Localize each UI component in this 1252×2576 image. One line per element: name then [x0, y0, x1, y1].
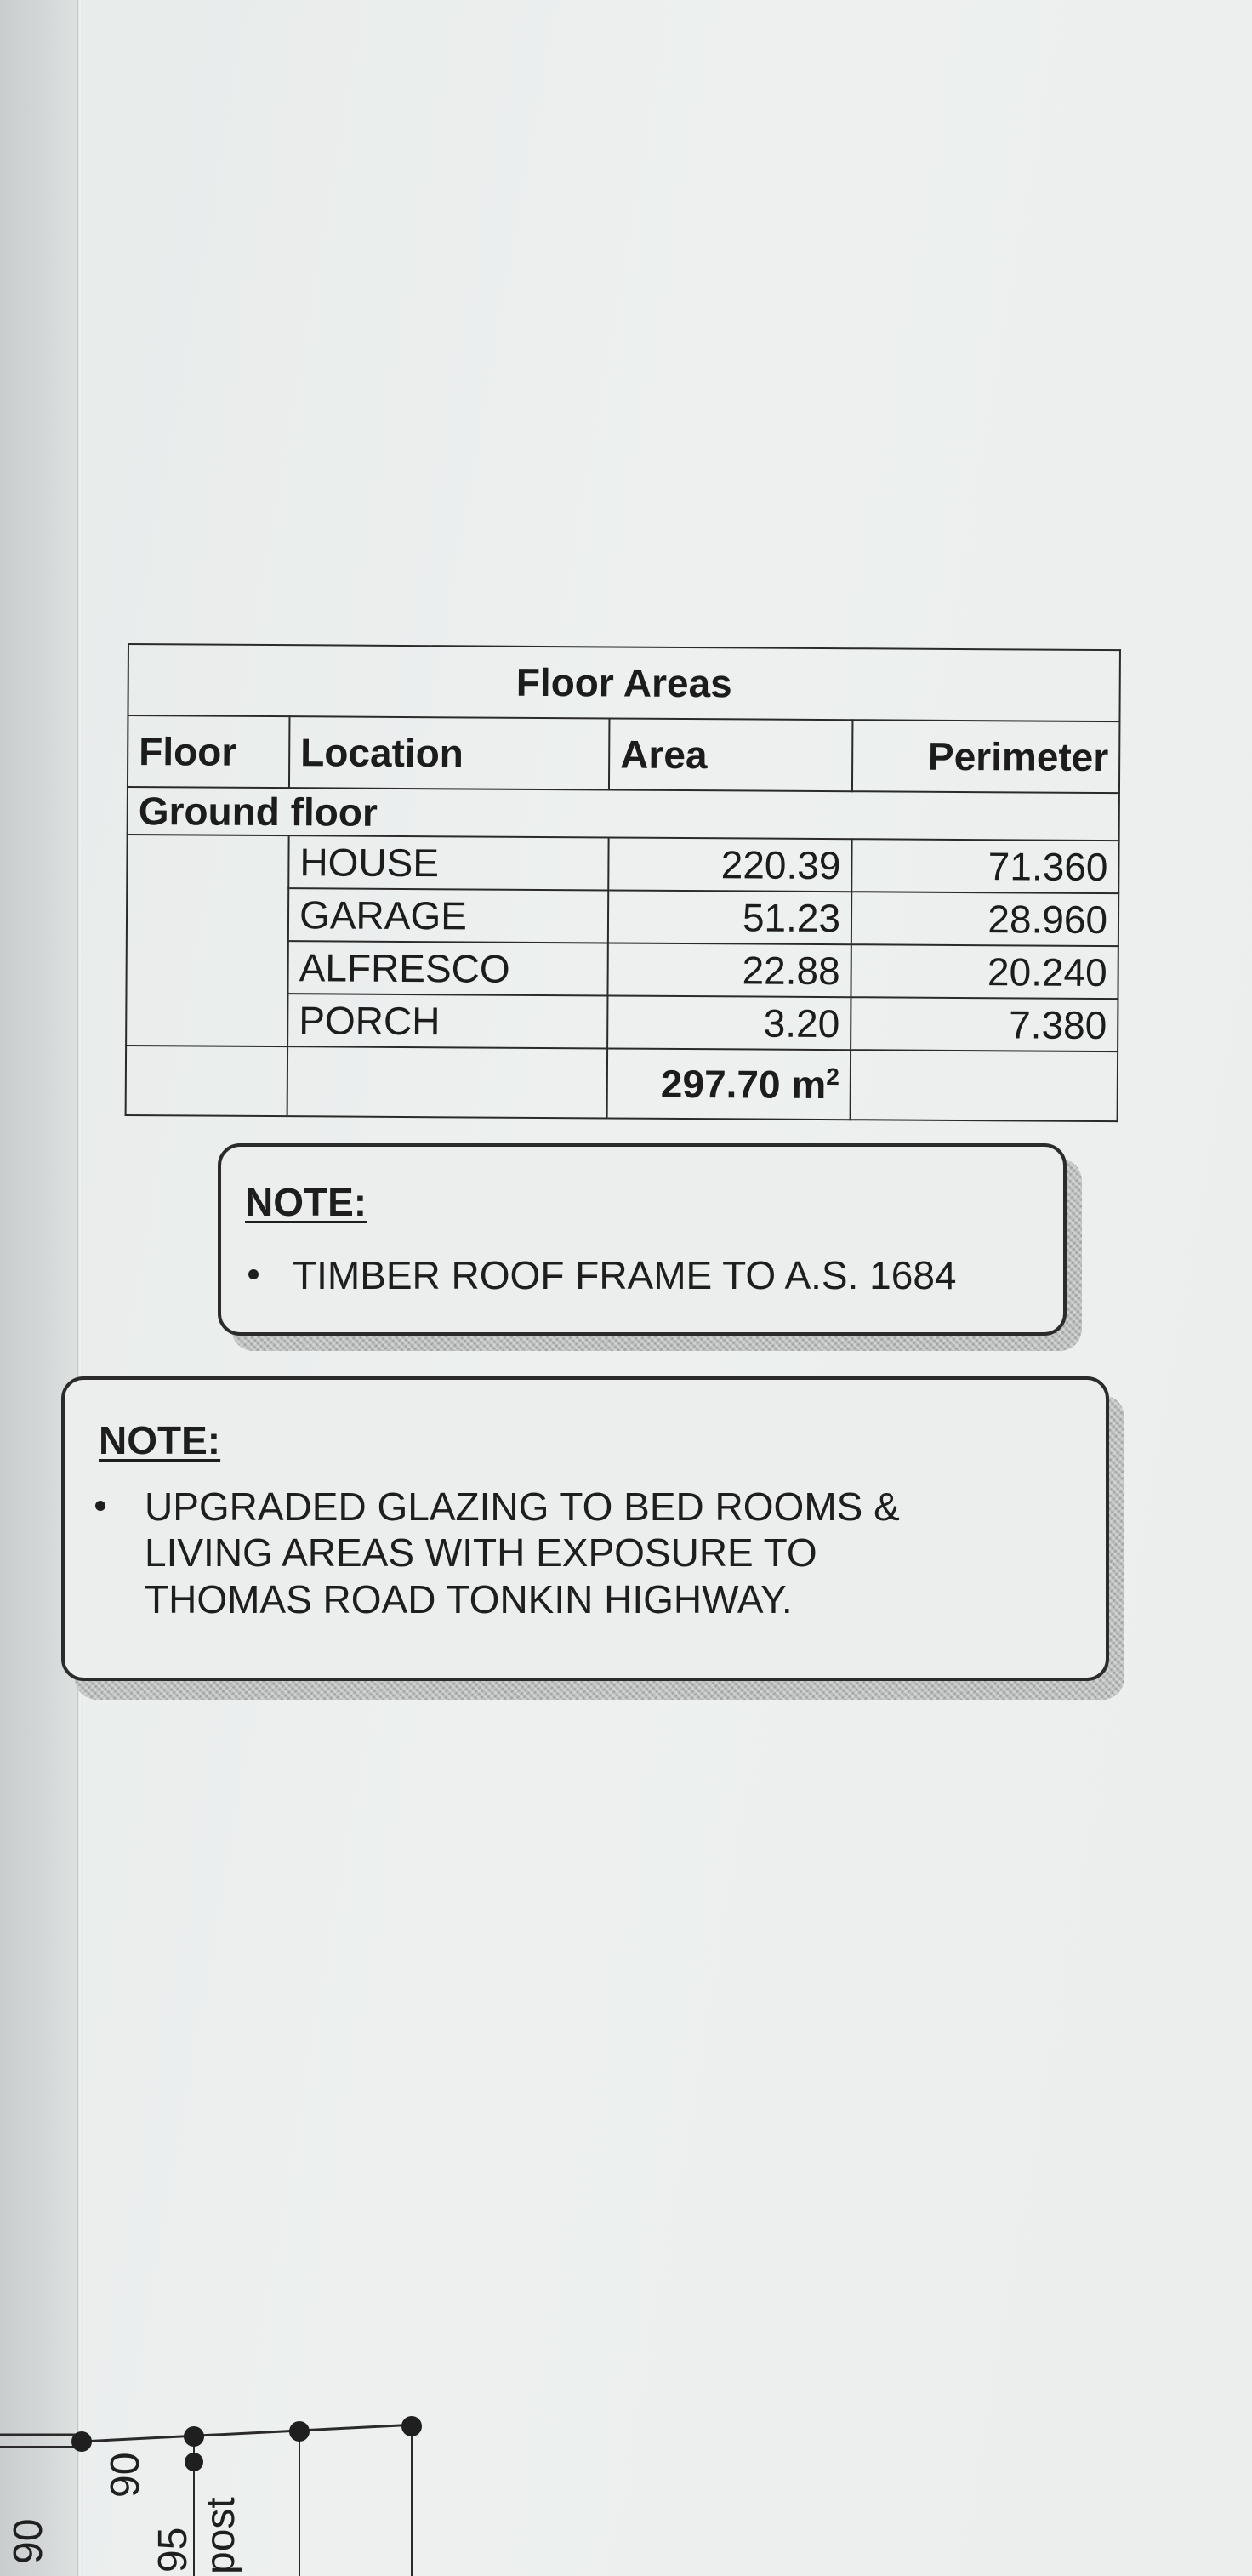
dimension-label-95: 95	[151, 2527, 196, 2573]
row-area: 3.20	[607, 995, 851, 1050]
post-dot	[289, 2421, 310, 2442]
table-title: Floor Areas	[128, 644, 1120, 721]
total-area-unit-superscript: 2	[826, 1063, 839, 1091]
note-2-title: NOTE:	[99, 1418, 221, 1462]
row-location: PORCH	[287, 994, 607, 1048]
note-1-box	[218, 1143, 1067, 1336]
post-dot	[185, 2453, 203, 2471]
total-row	[126, 1046, 1118, 1121]
row-location: ALFRESCO	[287, 941, 607, 995]
dimension-label-90-mid: 90	[103, 2452, 148, 2498]
row-area: 22.88	[607, 943, 851, 997]
floor-blank-cell	[126, 835, 289, 1046]
note-1-text: TIMBER ROOF FRAME TO A.S. 1684	[293, 1253, 957, 1297]
row-area: 220.39	[608, 837, 851, 892]
dimension-label-90-left: 90	[6, 2518, 51, 2564]
site-plan-fragment	[0, 2382, 1252, 2576]
header-area: Area	[609, 718, 853, 791]
paper-fold-edge	[77, 0, 82, 2576]
note-1-bullet-item	[248, 1252, 957, 1298]
total-blank-floor	[126, 1046, 287, 1116]
total-area-value: 297.70 m	[660, 1061, 827, 1108]
bullet-icon	[95, 1501, 105, 1511]
total-blank-perimeter	[851, 1050, 1118, 1121]
row-perimeter: 20.240	[851, 944, 1118, 999]
post-label: post	[198, 2497, 243, 2574]
fence-line	[82, 2425, 417, 2442]
group-label: Ground floor	[128, 787, 1119, 841]
post-dot	[401, 2416, 422, 2436]
header-floor: Floor	[128, 715, 290, 788]
row-perimeter: 71.360	[851, 839, 1118, 893]
total-blank-location	[287, 1046, 607, 1118]
post-dot	[184, 2426, 204, 2447]
total-area	[607, 1048, 851, 1120]
note-2-bullet-item	[95, 1484, 900, 1622]
row-location: HOUSE	[288, 835, 608, 890]
floor-areas-table	[125, 643, 1121, 1122]
group-row	[128, 787, 1119, 841]
post-dot	[71, 2431, 92, 2452]
note-1-title: NOTE:	[245, 1180, 367, 1224]
header-perimeter: Perimeter	[852, 720, 1120, 793]
bullet-icon	[248, 1269, 259, 1279]
row-location: GARAGE	[288, 888, 608, 943]
header-location: Location	[289, 716, 610, 789]
paper-fold-strip	[0, 0, 78, 2576]
row-area: 51.23	[608, 890, 851, 944]
table-header-row	[128, 715, 1120, 793]
floor-areas-table-container	[125, 643, 1119, 1122]
table-row	[127, 835, 1118, 893]
row-perimeter: 7.380	[851, 997, 1118, 1051]
note-2-text: UPGRADED GLAZING TO BED ROOMS & LIVING AREAS WITH EXPOSURE TO THOMAS ROAD TONKIN HIGHWAY.	[145, 1485, 900, 1621]
note-2-box	[61, 1376, 1109, 1681]
row-perimeter: 28.960	[851, 892, 1118, 946]
